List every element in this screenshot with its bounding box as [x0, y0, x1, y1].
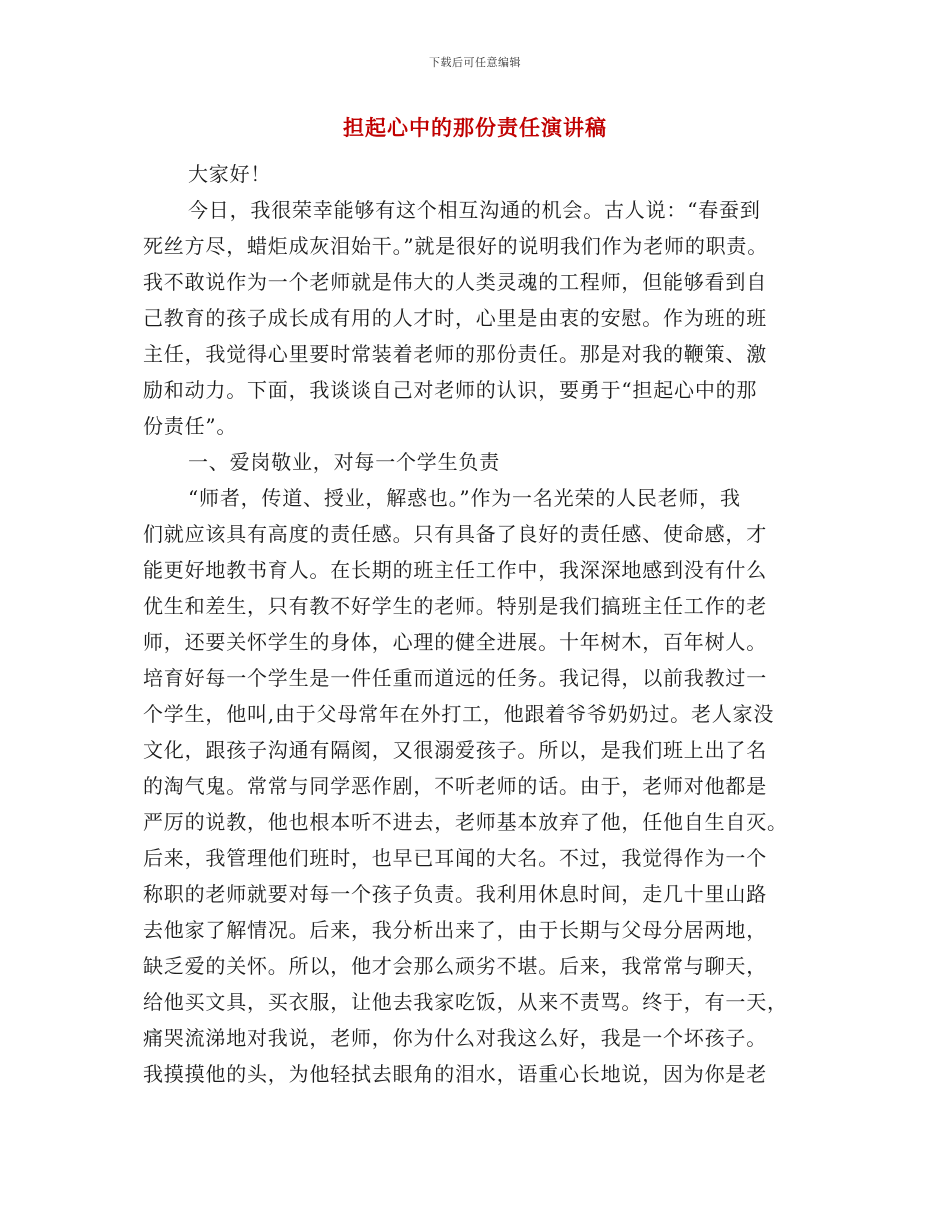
body-line: 大家好！ — [188, 162, 272, 186]
body-line: 励和动力。下面，我谈谈自己对老师的认识，要勇于“担起心中的那 — [143, 378, 758, 402]
body-line: 培育好每一个学生是一件任重而道远的任务。我记得，以前我教过一 — [143, 666, 767, 690]
body-line: 严厉的说教，他也根本听不进去，老师基本放弃了他，任他自生自灭。 — [143, 810, 788, 834]
body-line: 份责任”。 — [143, 414, 238, 438]
document-body — [143, 156, 807, 1092]
body-line: 我摸摸他的头，为他轻拭去眼角的泪水，语重心长地说，因为你是老 — [143, 1062, 767, 1086]
document-title: 担起心中的那份责任演讲稿 — [343, 115, 607, 140]
body-line: 我不敢说作为一个老师就是伟大的人类灵魂的工程师，但能够看到自 — [143, 270, 767, 294]
body-line: 能更好地教书育人。在长期的班主任工作中，我深深地感到没有什么 — [143, 558, 767, 582]
body-line: 师，还要关怀学生的身体，心理的健全进展。十年树木，百年树人。 — [143, 630, 767, 654]
body-line: 主任，我觉得心里要时常装着老师的那份责任。那是对我的鞭策、激 — [143, 342, 767, 366]
body-line: 们就应该具有高度的责任感。只有具备了良好的责任感、使命感，才 — [143, 522, 767, 546]
body-line: 今日，我很荣幸能够有这个相互沟通的机会。古人说：“春蚕到 — [188, 198, 761, 222]
body-line: 文化，跟孩子沟通有隔阂，又很溺爱孩子。所以，是我们班上出了名 — [143, 738, 767, 762]
body-line: 后来，我管理他们班时，也早已耳闻的大名。不过，我觉得作为一个 — [143, 846, 767, 870]
body-line: 优生和差生，只有教不好学生的老师。特别是我们搞班主任工作的老 — [143, 594, 767, 618]
body-line: 痛哭流涕地对我说，老师，你为什么对我这么好，我是一个坏孩子。 — [143, 1026, 767, 1050]
body-line: 称职的老师就要对每一个孩子负责。我利用休息时间，走几十里山路 — [143, 882, 767, 906]
body-line: 己教育的孩子成长成有用的人才时，心里是由衷的安慰。作为班的班 — [143, 306, 767, 330]
body-line: 一、爱岗敬业，对每一个学生负责 — [188, 450, 500, 474]
page-header-note: 下载后可任意编辑 — [429, 56, 521, 69]
body-line: 死丝方尽，蜡炬成灰泪始干。”就是很好的说明我们作为老师的职责。 — [143, 234, 769, 258]
body-line: 给他买文具，买衣服，让他去我家吃饭，从来不责骂。终于，有一天， — [143, 990, 788, 1014]
body-line: 的淘气鬼。常常与同学恶作剧，不听老师的话。由于，老师对他都是 — [143, 774, 767, 798]
body-line: 去他家了解情况。后来，我分析出来了，由于长期与父母分居两地， — [143, 918, 767, 942]
body-line: 个学生，他叫,由于父母常年在外打工，他跟着爷爷奶奶过。老人家没 — [143, 702, 775, 726]
body-line: “师者，传道、授业，解惑也。”作为一名光荣的人民老师，我 — [188, 486, 741, 510]
body-line: 缺乏爱的关怀。所以，他才会那么顽劣不堪。后来，我常常与聊天， — [143, 954, 767, 978]
